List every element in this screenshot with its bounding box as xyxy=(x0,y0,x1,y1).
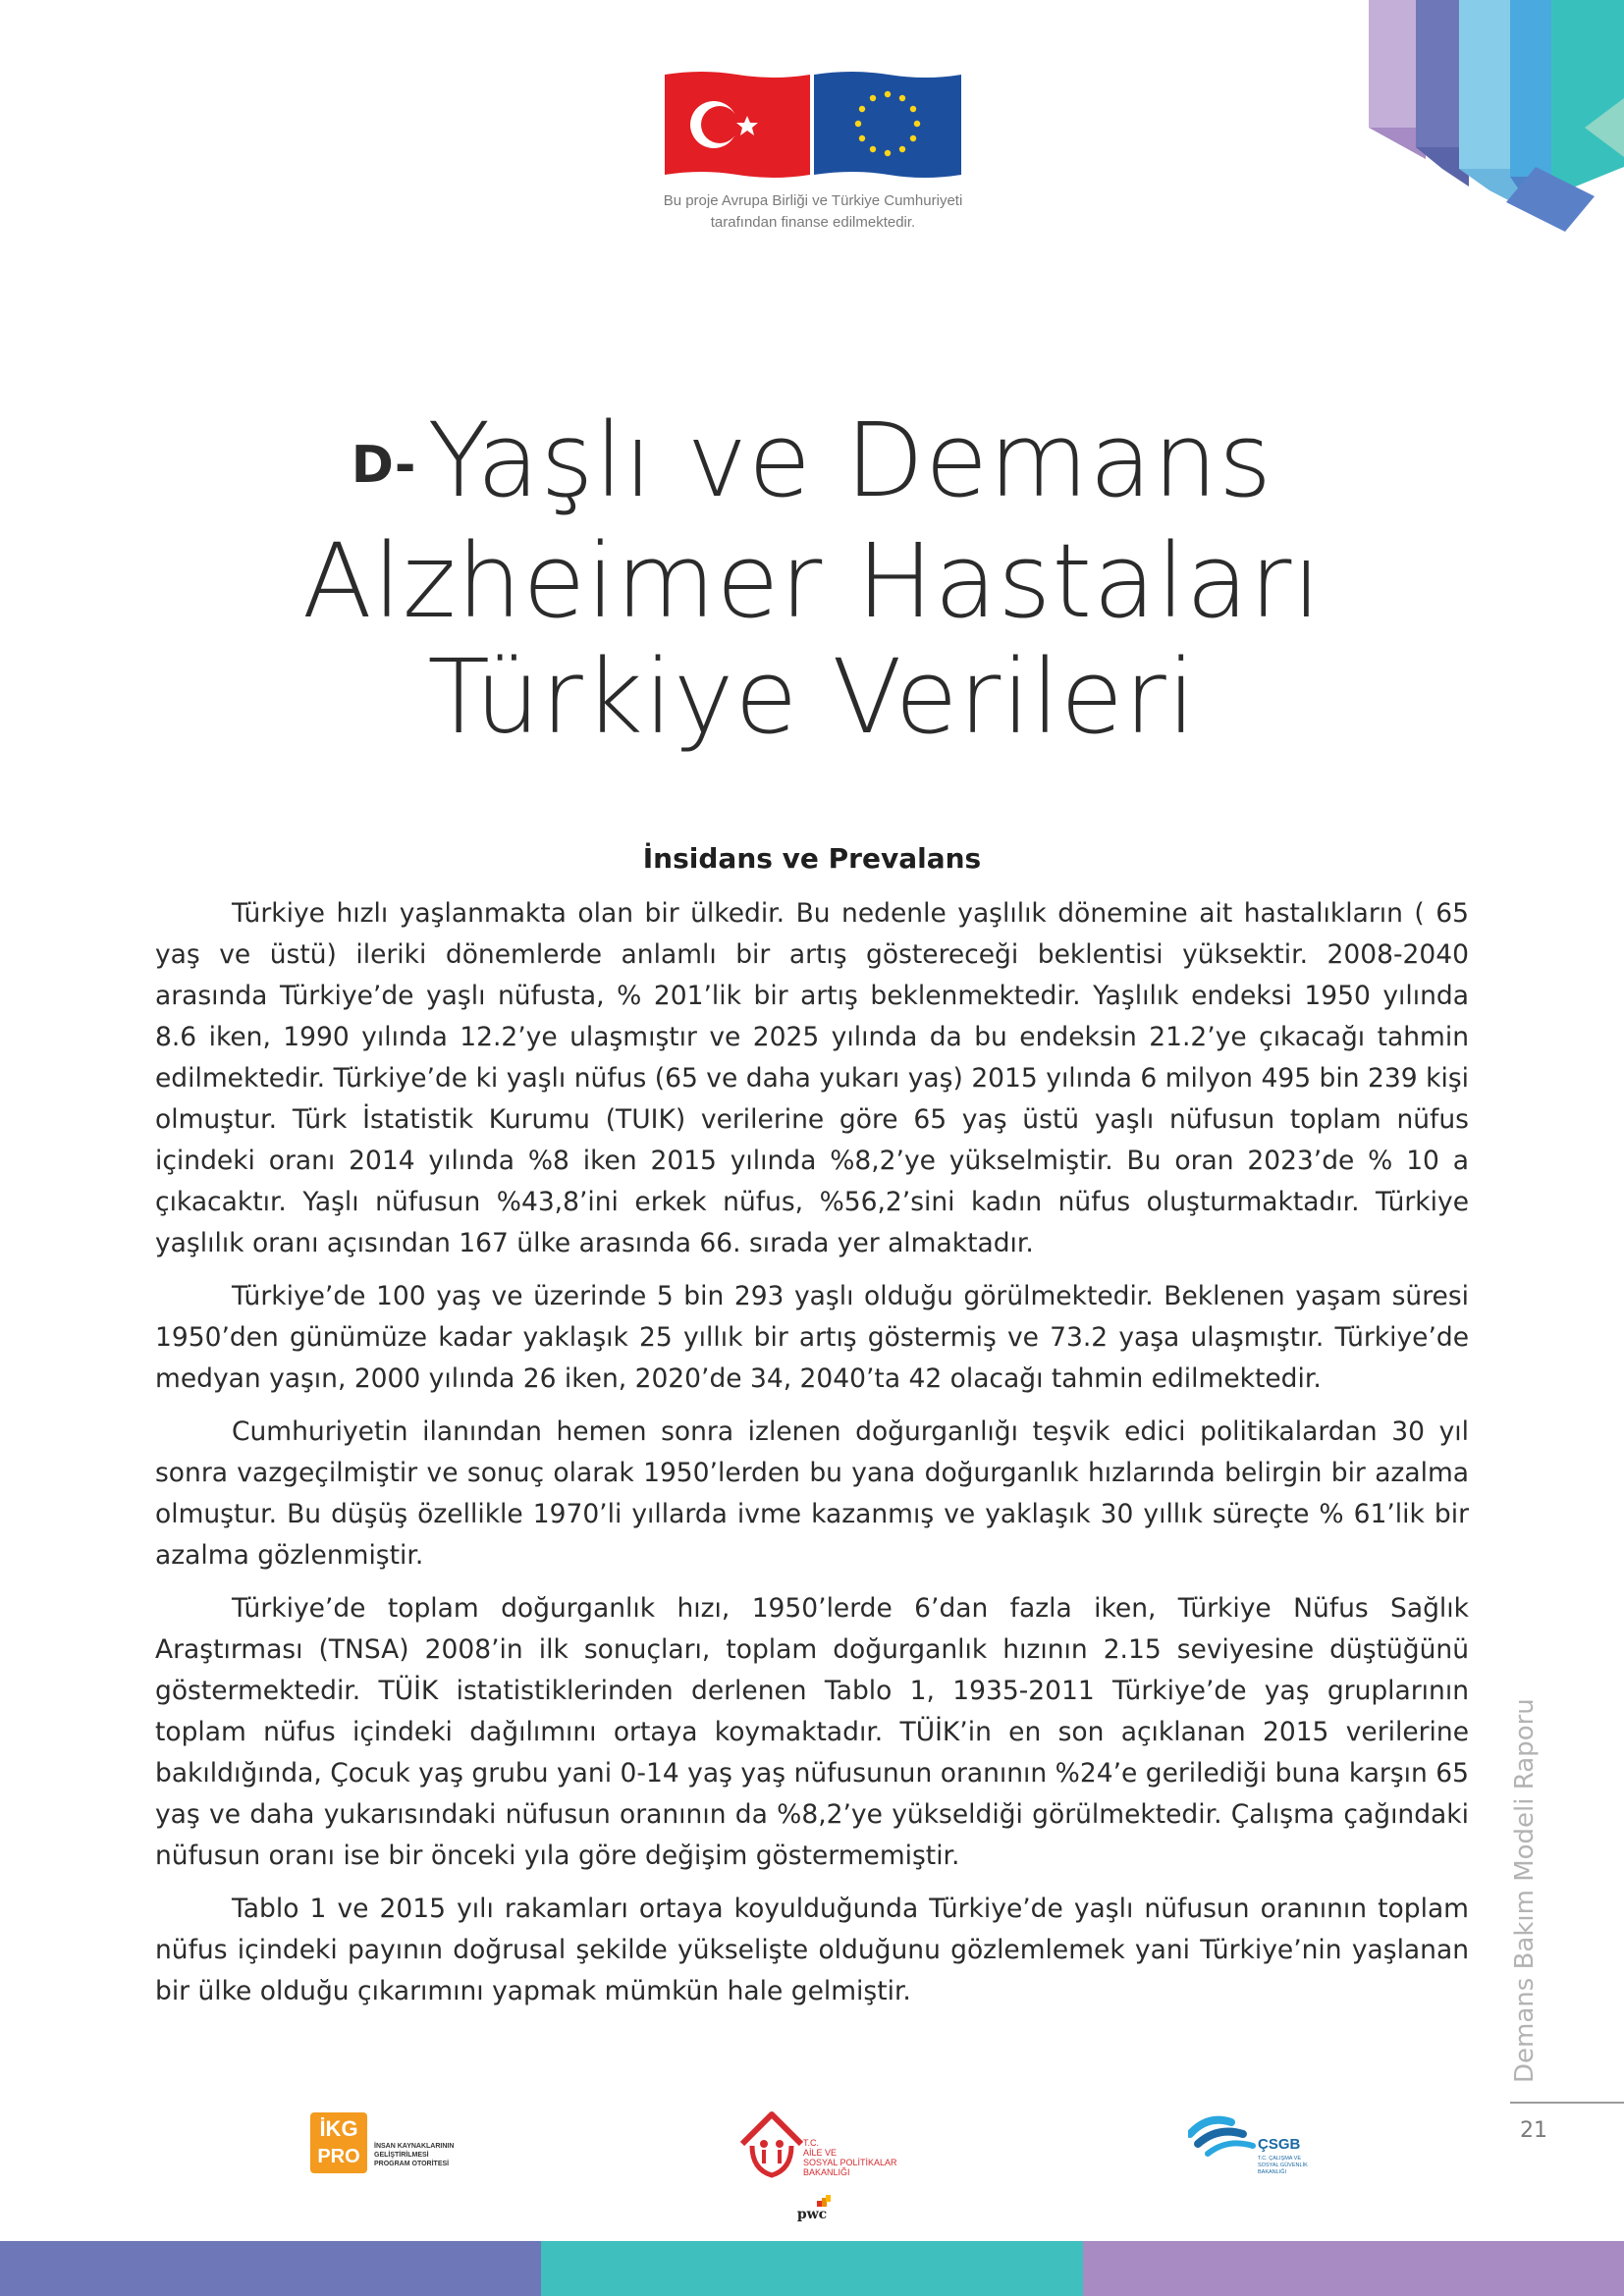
bottom-color-bar xyxy=(0,2241,1624,2296)
body-text xyxy=(155,893,1469,2024)
paragraph: Türkiye’de 100 yaş ve üzerinde 5 bin 293 yaşlı olduğu görülmektedir. Beklenen yaşam süresi 1950’den günümüze kadar yaklaşık 25 yıllık bir artış göstermiş ve 73.2 yaşa ulaşmıştır. Türkiye’de medyan yaşın, 2000 yılında 26 iken, 2020’de 34, 2040’ta 42 olacağı tahmin edilmektedir. xyxy=(155,1281,1469,1394)
title-line-2: Alzheimer Hastaları xyxy=(301,521,1323,641)
asp-text-line: SOSYAL POLİTİKALAR xyxy=(803,2158,897,2167)
asp-text-line: AİLE VE xyxy=(803,2148,838,2158)
pwc-mark-icon xyxy=(817,2195,831,2207)
paragraph: Cumhuriyetin ilanından hemen sonra izlenen doğurganlığı teşvik edici politikalardan 30 yıl sonra vazgeçilmiştir ve sonuç olarak 1950’lerden bu yana doğurganlık hızlarında belirgin bir azalma olmuştur. Bu düşüş özellikle 1970’li yıllarda ivme kazanmış ve yaklaşık 30 yıllık süreçte % 61’lik bir azalma gözlenmiştir. xyxy=(155,1416,1469,1571)
bottom-bar-middle xyxy=(541,2241,1082,2296)
funding-line-2: tarafından finanse edilmektedir. xyxy=(710,214,916,231)
ikg-mark xyxy=(310,2112,367,2173)
asp-text xyxy=(803,2138,911,2177)
csgb-subtext-line: SOSYAL GÜVENLİK xyxy=(1258,2163,1308,2168)
csgb-name: ÇSGB xyxy=(1258,2136,1301,2153)
turkey-eu-flags xyxy=(663,69,963,181)
csgb-logo-mark xyxy=(1188,2110,1257,2160)
running-side-title: Demans Bakım Modeli Raporu xyxy=(1510,1698,1540,2083)
funding-note xyxy=(628,190,998,234)
ikg-text-line: İNSAN KAYNAKLARININ xyxy=(374,2143,455,2150)
title-text-1: Yaşlı ve Demans xyxy=(427,400,1273,520)
title-line-1 xyxy=(223,402,1401,523)
bottom-bar-left xyxy=(0,2241,541,2296)
ikg-text-line: PROGRAM OTORİTESİ xyxy=(374,2161,450,2167)
csgb-subtext-line: T.C. ÇALIŞMA VE xyxy=(1258,2156,1302,2162)
page-title xyxy=(223,402,1401,755)
ikg-mark-top: İKG xyxy=(319,2116,358,2141)
funding-line-1: Bu proje Avrupa Birliği ve Türkiye Cumhuriyeti xyxy=(663,192,963,209)
paragraph: Tablo 1 ve 2015 yılı rakamları ortaya koyulduğunda Türkiye’de yaşlı nüfusun oranının toplam nüfus içindeki payının doğrusal şekilde yükselişte olduğunu gözlemlemek yani Türkiye’nin yaşlanan bir ülke olduğu çıkarımını yapmak mümkün hale gelmiştir. xyxy=(155,1894,1469,2006)
pwc-wordmark: pwc xyxy=(796,2207,828,2222)
ikg-mark-bottom: PRO xyxy=(317,2146,360,2167)
paragraph: Türkiye’de toplam doğurganlık hızı, 1950’lerde 6’dan fazla iken, Türkiye Nüfus Sağlık Araştırması (TNSA) 2008’in ilk sonuçları, toplam doğurganlık hızının 2.15 seviyesine düştüğünü göstermektedir. TÜİK istatistiklerinden derlenen Tablo 1, 1935-2011 Türkiye’de yaş gruplarının toplam nüfus içindeki dağılımını ortaya koymaktadır. TÜİK’in en son açıklanan 2015 verilerine bakıldığında, Çocuk yaş grubu yani 0-14 yaş yaş nüfusunun oranının %24’e gerilediği buna karşın 65 yaş ve daha yukarısındaki nüfusun oranının da %8,2’ye yükseldiği görülmektedir. Çalışma çağındaki nüfusun oranı ise bir önceki yıla göre değişim göstermemiştir. xyxy=(155,1593,1469,1871)
title-prefix: D- xyxy=(351,436,416,495)
csgb-subtext xyxy=(1258,2156,1317,2176)
asp-text-line: BAKANLIĞI xyxy=(803,2167,850,2177)
page-number: 21 xyxy=(1520,2118,1547,2143)
title-line-3: Türkiye Verileri xyxy=(427,637,1197,757)
csgb-subtext-line: BAKANLIĞI xyxy=(1258,2169,1287,2175)
pwc-logo xyxy=(787,2207,837,2222)
ikg-text xyxy=(374,2142,492,2168)
bottom-bar-right xyxy=(1083,2241,1624,2296)
side-divider xyxy=(1510,2102,1624,2104)
asp-text-line: T.C. xyxy=(803,2138,820,2148)
paragraph: Türkiye hızlı yaşlanmakta olan bir ülkedir. Bu nedenle yaşlılık dönemine ait hastalıkların ( 65 yaş ve üstü) ileriki dönemlerde anlamlı bir artış göstereceği beklentisi yüksektir. 2008-2040 arasında Türkiye’de yaşlı nüfusta, % 201’lik bir artış beklenmektedir. Yaşlılık endeksi 1950 yılında 8.6 iken, 1990 yılında 12.2’ye ulaşmıştır ve 2025 yılında da bu endeksin 21.2’ye çıkacağı tahmin edilmektedir. Türkiye’de ki yaşlı nüfus (65 ve daha yukarı yaş) 2015 yılında 6 milyon 495 bin 239 kişi olmuştur. Türk İstatistik Kurumu (TUIK) verilerine göre 65 yaş üstü yaşlı nüfusun toplam nüfus içindeki oranı 2014 yılında %8 iken 2015 yılında %8,2’ye yükselmiştir. Bu oran 2023’de % 10 a çıkacaktır. Yaşlı nüfusun %43,8’ini erkek nüfus, %56,2’sini kadın nüfus oluşturmaktadır. Türkiye yaşlılık oranı açısından 167 ülke arasında 66. sırada yer almaktadır. xyxy=(155,898,1469,1258)
decorative-ribbons xyxy=(1369,0,1624,236)
ikg-text-line: GELİŞTİRİLMESİ xyxy=(374,2152,429,2159)
section-heading: İnsidans ve Prevalans xyxy=(642,842,982,875)
